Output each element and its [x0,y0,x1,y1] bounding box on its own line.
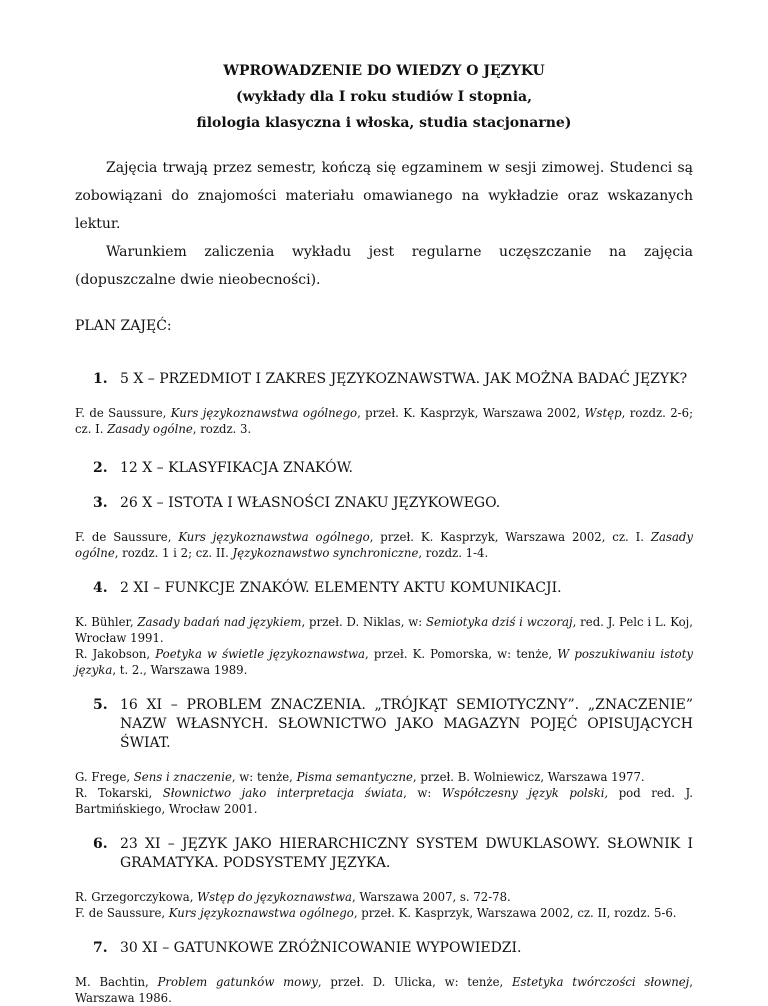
reading-entry [75,405,693,437]
sessions-list [75,370,693,1006]
reading-work-title: Semiotyka dziś i wczoraj [426,615,573,629]
session-topic: 2 XI – FUNKCJE ZNAKÓW. ELEMENTY AKTU KOMUNIKACJI. [120,580,562,596]
document-title: WPROWADZENIE DO WIEDZY O JĘZYKU [223,63,545,79]
session-heading [75,579,693,598]
session-number: 3. [93,495,108,511]
reading-work-title: Zasady ogólne [107,422,193,436]
document-subtitle-line-1: (wykłady dla I roku studiów I stopnia, [236,89,532,105]
session-heading [75,939,693,958]
intro-paragraph-1: Zajęcia trwają przez semestr, kończą się egzaminem w sesji zimowej. Studenci są zobowiązani do znajomości materiału omawianego na wykładzie oraz wskazanych lektur. [75,160,693,232]
session-topic: 23 XI – JĘZYK JAKO HIERARCHICZNY SYSTEM DWUKLASOWY. SŁOWNIK I GRAMATYKA. PODSYSTEMY JĘZYKA. [120,836,693,871]
reading-entry [75,974,693,1006]
reading-text: , rozdz. 1 i 2; cz. II. [114,546,233,560]
reading-text: , rozdz. 1-4. [418,546,489,560]
session-item [75,579,693,678]
reading-text: F. de Saussure, [75,906,169,920]
reading-entry [75,769,693,785]
reading-work-title: Zasady badań nad językiem [137,615,302,629]
reading-entry [75,529,693,561]
reading-list [75,405,693,437]
session-heading [75,835,693,873]
session-heading [75,696,693,753]
reading-text: , przeł. D. Niklas, w: [301,615,427,629]
intro-paragraph-2: Warunkiem zaliczenia wykładu jest regularne uczęszczanie na zajęcia (dopuszczalne dwie nieobecności). [75,244,693,288]
reading-text: , przeł. K. Kasprzyk, Warszawa 2002, [357,406,585,420]
reading-work-title: Słownictwo jako interpretacja świata [162,786,404,800]
reading-entry [75,889,693,905]
reading-work-title: Problem gatunków mowy [157,975,318,989]
reading-entry [75,905,693,921]
reading-text: R. Grzegorczykowa, [75,890,198,904]
reading-entry [75,614,693,646]
reading-text: , w: tenże, [231,770,297,784]
reading-work-title: Językoznawstwo synchroniczne [232,546,419,560]
session-item [75,459,693,478]
reading-text: , Warszawa 1986. [75,975,693,1005]
reading-work-title: Zasady ogólne [75,530,693,560]
document-subtitle-line-2: filologia klasyczna i włoska, studia stacjonarne) [196,115,572,131]
reading-text: , w: [403,786,442,800]
reading-text: pod red. J. Bartmińskiego, Wrocław 2001. [75,786,693,816]
session-topic: 30 XI – GATUNKOWE ZRÓŻNICOWANIE WYPOWIEDZI. [120,940,522,956]
session-number: 4. [93,580,108,596]
reading-text: M. Bachtin, [75,975,158,989]
reading-text: R. Tokarski, [75,786,163,800]
reading-text: K. Bühler, [75,615,138,629]
reading-list [75,529,693,561]
reading-text: , rozdz. 2-6; cz. I. [75,406,694,436]
reading-text: , rozdz. 3. [192,422,252,436]
reading-list [75,614,693,678]
session-item [75,939,693,1006]
session-number: 7. [93,940,108,956]
session-number: 2. [93,460,108,476]
title-block [75,58,693,136]
reading-text: , t. 2., Warszawa 1989. [112,663,248,677]
session-item [75,835,693,921]
session-number: 6. [93,836,108,852]
reading-work-title: Sens i znaczenie [133,770,232,784]
reading-list [75,769,693,817]
session-item [75,696,693,817]
session-topic: 26 X – ISTOTA I WŁASNOŚCI ZNAKU JĘZYKOWEGO. [120,495,501,511]
reading-text: , Warszawa 2007, s. 72-78. [351,890,511,904]
reading-work-title: Estetyka twórczości słownej [512,975,690,989]
reading-text: G. Frege, [75,770,134,784]
reading-work-title: Współczesny język polski, [441,786,609,800]
reading-text: , red. J. Pelc i L. Koj, Wrocław 1991. [75,615,694,645]
reading-text: , przeł. D. Ulicka, w: tenże, [317,975,512,989]
reading-text: F. de Saussure, [75,530,179,544]
session-heading [75,370,693,389]
reading-work-title: W poszukiwaniu istoty języka [75,647,694,677]
reading-text: , przeł. B. Wolniewicz, Warszawa 1977. [412,770,645,784]
session-topic: 5 X – PRZEDMIOT I ZAKRES JĘZYKOZNAWSTWA. JAK MOŻNA BADAĆ JĘZYK? [120,371,688,387]
reading-entry [75,785,693,817]
session-item [75,370,693,437]
session-topic: 12 X – KLASYFIKACJA ZNAKÓW. [120,460,354,476]
reading-work-title: Wstęp do językoznawstwa [197,890,352,904]
reading-text: , przeł. K. Pomorska, w: tenże, [365,647,558,661]
reading-work-title: Pisma semantyczne [296,770,413,784]
intro-section [75,154,693,294]
session-item [75,494,693,561]
session-number: 1. [93,371,108,387]
plan-heading: PLAN ZAJĘĆ: [75,318,172,334]
reading-work-title: Kurs językoznawstwa ogólnego [170,406,358,420]
reading-entry [75,646,693,678]
session-number: 5. [93,697,108,713]
reading-text: , przeł. K. Kasprzyk, Warszawa 2002, cz. I. [369,530,651,544]
reading-work-title: Poetyka w świetle językoznawstwa [155,647,366,661]
session-topic: 16 XI – PROBLEM ZNACZENIA. „TRÓJKĄT SEMIOTYCZNY”. „ZNACZENIE” NAZW WŁASNYCH. SŁOWNICTWO JAKO MAGAZYN POJĘĆ OPISUJĄCYCH ŚWIAT. [120,697,693,751]
reading-work-title: Kurs językoznawstwa ogólnego [178,530,370,544]
session-heading [75,459,693,478]
reading-work-title: Kurs językoznawstwa ogólnego [168,906,354,920]
reading-text: , przeł. K. Kasprzyk, Warszawa 2002, cz. II, rozdz. 5-6. [353,906,677,920]
reading-list [75,889,693,921]
reading-list [75,974,693,1006]
reading-text: R. Jakobson, [75,647,156,661]
reading-text: F. de Saussure, [75,406,171,420]
session-heading [75,494,693,513]
reading-work-title: Wstęp [584,406,622,420]
